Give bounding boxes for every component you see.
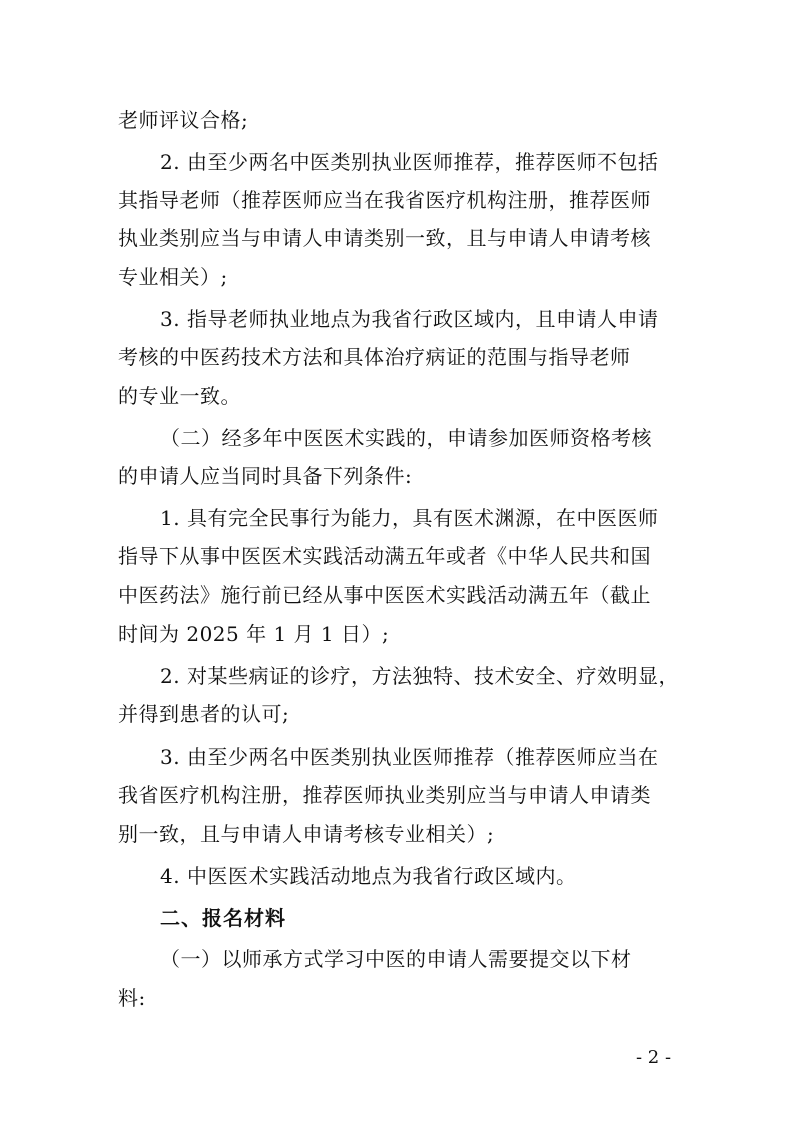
page-number: - 2 -: [636, 1047, 672, 1068]
text-line-9: （二）经多年中医医术实践的，申请参加医师资格考核: [160, 426, 652, 450]
text-line-12: 指导下从事中医医术实践活动满五年或者《中华人民共和国: [118, 544, 651, 568]
text-line-10: 的申请人应当同时具备下列条件:: [118, 464, 413, 488]
text-line-22: （一）以师承方式学习中医的申请人需要提交以下材: [160, 947, 632, 971]
text-line-13: 中医药法》施行前已经从事中医医术实践活动满五年（截止: [118, 583, 651, 607]
text-line-7: 考核的中医药技术方法和具体治疗病证的范围与指导老师: [118, 345, 631, 369]
text-line-17: 3. 由至少两名中医类别执业医师推荐（推荐医师应当在: [160, 745, 659, 769]
text-line-20: 4. 中医医术实践活动地点为我省行政区域内。: [160, 864, 577, 888]
text-line-18: 我省医疗机构注册，推荐医师执业类别应当与申请人申请类: [118, 783, 651, 807]
text-line-11: 1. 具有完全民事行为能力，具有医术渊源，在中医医师: [160, 506, 659, 530]
text-line-4: 执业类别应当与申请人申请类别一致，且与申请人申请考核: [118, 226, 651, 250]
text-line-14: 时间为 2025 年 1 月 1 日）;: [118, 622, 390, 646]
text-line-3: 其指导老师（推荐医师应当在我省医疗机构注册，推荐医师: [118, 188, 651, 212]
text-line-19: 别一致，且与申请人申请考核专业相关）;: [118, 822, 495, 846]
text-line-1: 老师评议合格;: [118, 108, 249, 132]
text-line-8: 的专业一致。: [118, 384, 241, 408]
text-line-23: 料:: [118, 986, 146, 1010]
section-heading-materials: 二、报名材料: [160, 906, 286, 930]
text-line-6: 3. 指导老师执业地点为我省行政区域内，且申请人申请: [160, 307, 659, 331]
text-line-16: 并得到患者的认可;: [118, 702, 290, 726]
text-line-5: 专业相关）;: [118, 265, 228, 289]
text-line-15: 2. 对某些病证的诊疗，方法独特、技术安全、疗效明显，: [160, 664, 679, 688]
text-line-2: 2. 由至少两名中医类别执业医师推荐，推荐医师不包括: [160, 150, 659, 174]
